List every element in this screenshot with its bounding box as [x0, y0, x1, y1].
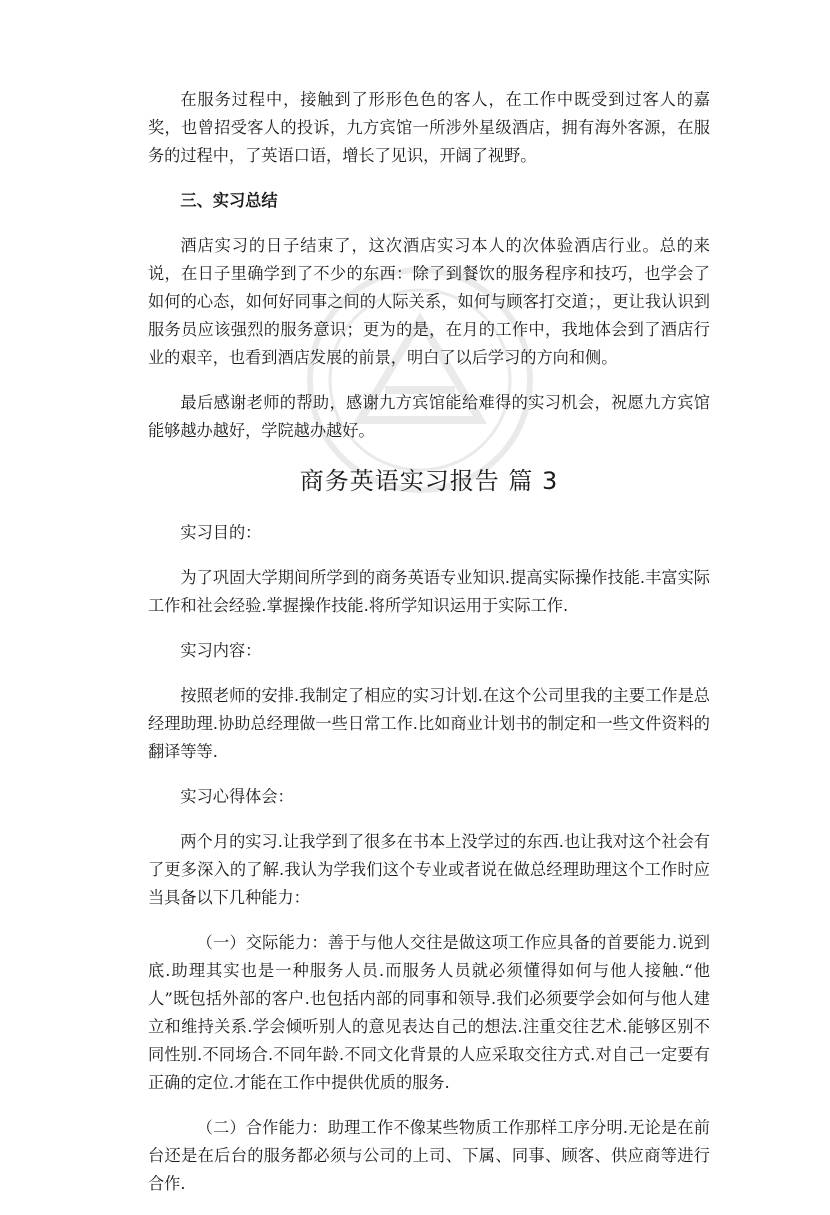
paragraph-summary: 酒店实习的日子结束了，这次酒店实习本人的次体验酒店行业。总的来说，在日子里确学到了不少的东西：除了到餐饮的服务程序和技巧，也学会了如何的心态，如何好同事之间的人际关系，如何与顾客打交道；，更让我认识到服务员应该强烈的服务意识；更为的是，在月的工作中，我地体会到了酒店行业的艰辛，也看到酒店发展的前景，明白了以后学习的方向和侧。 — [148, 236, 710, 367]
label-purpose: 实习目的： — [180, 523, 262, 542]
label-content: 实习内容： — [180, 641, 262, 660]
section-heading-summary: 三、实习总结 — [180, 191, 278, 210]
paragraph-service-process: 在服务过程中，接触到了形形色色的客人，在工作中既受到过客人的嘉奖，也曾招受客人的投诉，九方宾馆一所涉外星级酒店，拥有海外客源，在服务的过程中，了英语口语，增长了见识，开阔了视野。 — [148, 90, 710, 165]
paragraph-thanks: 最后感谢老师的帮助，感谢九方宾馆能给难得的实习机会，祝愿九方宾馆能够越办越好，学院越办越好。 — [148, 393, 710, 440]
label-experience: 实习心得体会： — [180, 787, 294, 806]
paragraph-content: 按照老师的安排.我制定了相应的实习计划.在这个公司里我的主要工作是总经理助理.协助总经理做一些日常工作.比如商业计划书的制定和一些文件资料的翻译等等. — [148, 686, 710, 761]
paragraph-experience: 两个月的实习.让我学到了很多在书本上没学过的东西.也让我对这个社会有了更多深入的了解.我认为学我们这个专业或者说在做总经理助理这个工作时应当具备以下几种能力： — [148, 832, 710, 907]
paragraph-communication-ability: （一）交际能力：善于与他人交往是做这项工作应具备的首要能力.说到底.助理其实也是一种服务人员.而服务人员就必须懂得如何与他人接触.“他人”既包括外部的客户.也包括内部的同事和领导.我们必须要学会如何与他人建立和维持关系.学会倾听别人的意见表达自己的想法.注重交往艺术.能够区别不同性别.不同场合.不同年龄.不同文化背景的人应采取交往方式.对自己一定要有正确的定位.才能在工作中提供优质的服务. — [148, 933, 710, 1092]
report-title: 商务英语实习报告 篇 3 — [299, 467, 559, 495]
paragraph-purpose: 为了巩固大学期间所学到的商务英语专业知识.提高实际操作技能.丰富实际工作和社会经验.掌握操作技能.将所学知识运用于实际工作. — [148, 568, 710, 615]
document-page — [148, 86, 710, 1215]
paragraph-cooperation-ability: （二）合作能力：助理工作不像某些物质工作那样工序分明.无论是在前台还是在后台的服务都必须与公司的上司、下属、同事、顾客、供应商等进行合作. — [148, 1118, 710, 1193]
